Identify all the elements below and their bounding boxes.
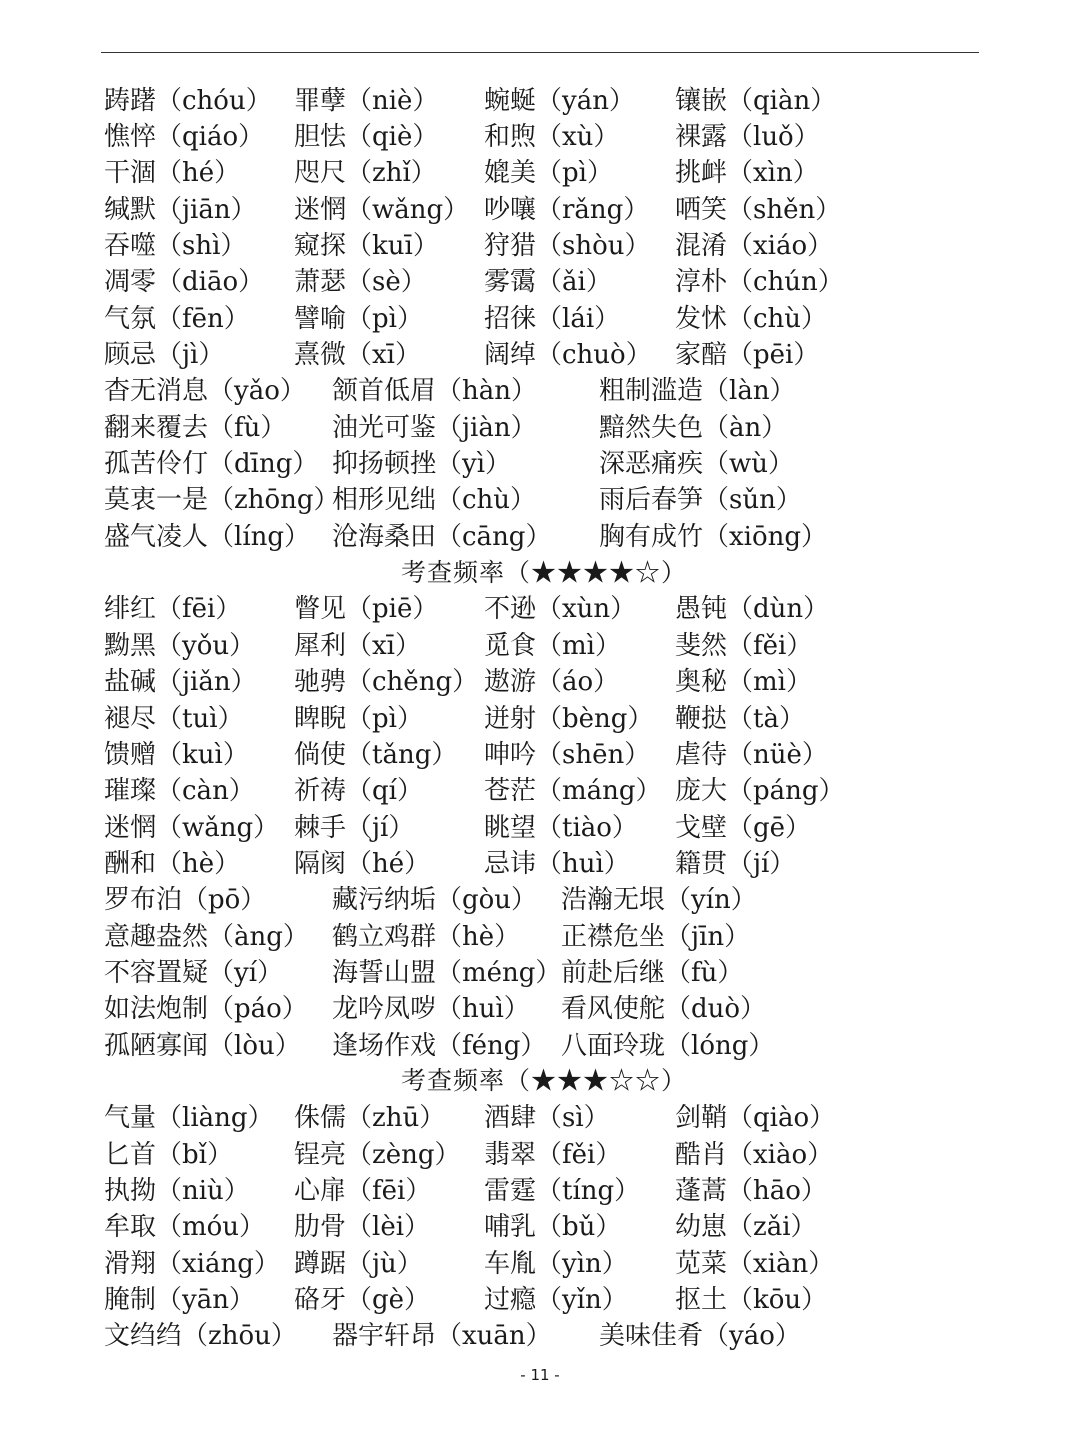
word-row — [104, 516, 1004, 552]
word-entry: 龙吟凤哕（huì） — [332, 994, 530, 1025]
word-row — [104, 662, 1004, 698]
word-entry: 正襟危坐（jīn） — [561, 921, 751, 952]
word-entry: 踌躇（chóu） — [104, 85, 272, 116]
word-entry: 鞭挞（tà） — [675, 703, 805, 734]
word-entry: 抠土（kōu） — [675, 1285, 828, 1316]
word-entry: 酷肖（xiào） — [675, 1139, 834, 1170]
word-row — [104, 371, 1004, 407]
word-row — [104, 298, 1004, 334]
word-entry: 酬和（hè） — [104, 848, 241, 879]
word-row — [104, 843, 1004, 879]
word-entry: 倘使（tǎng） — [294, 739, 458, 770]
word-entry: 胸有成竹（xiōng） — [599, 521, 828, 552]
word-entry: 祈祷（qí） — [294, 776, 423, 807]
word-entry: 凋零（diāo） — [104, 267, 265, 298]
word-entry: 前赴后继（fù） — [561, 957, 744, 988]
word-entry: 萧瑟（sè） — [294, 267, 427, 298]
word-entry: 黯然失色（àn） — [599, 412, 788, 443]
word-entry: 器宇轩昂（xuān） — [332, 1321, 552, 1352]
word-entry: 逢场作戏（féng） — [332, 1030, 547, 1061]
frequency-heading: 考查频率（★★★★☆） — [401, 557, 688, 587]
word-entry: 犀利（xī） — [294, 630, 421, 661]
word-entry: 莫衷一是（zhōng） — [104, 485, 340, 516]
frequency-heading: 考查频率（★★★☆☆） — [401, 1066, 688, 1096]
word-row — [104, 1025, 1004, 1061]
word-entry: 藏污纳垢（gòu） — [332, 885, 538, 916]
word-entry: 绯红（fēi） — [104, 594, 242, 625]
word-row — [104, 1316, 1004, 1352]
word-entry: 瞥见（piē） — [294, 594, 439, 625]
word-entry: 不逊（xùn） — [484, 594, 637, 625]
word-row — [104, 734, 1004, 770]
word-entry: 阔绰（chuò） — [484, 340, 652, 371]
word-row — [104, 916, 1004, 952]
word-entry: 浩瀚无垠（yín） — [561, 885, 757, 916]
word-entry: 牟取（móu） — [104, 1212, 266, 1243]
word-row — [104, 407, 1004, 443]
word-entry: 意趣盎然（àng） — [104, 921, 309, 952]
word-entry: 褪尽（tuì） — [104, 703, 244, 734]
word-entry: 混淆（xiáo） — [675, 231, 834, 262]
word-entry: 深恶痛疾（wù） — [599, 449, 795, 480]
word-entry: 熹微（xī） — [294, 340, 421, 371]
word-row — [104, 880, 1004, 916]
word-entry: 雨后春笋（sǔn） — [599, 485, 802, 516]
word-entry: 硌牙（gè） — [294, 1285, 431, 1316]
word-row — [104, 1098, 1004, 1134]
word-entry: 剑鞘（qiào） — [675, 1103, 836, 1134]
word-row — [104, 153, 1004, 189]
word-entry: 籍贯（jí） — [675, 848, 796, 879]
word-entry: 翡翠（fěi） — [484, 1139, 622, 1170]
word-entry: 蜿蜒（yán） — [484, 85, 635, 116]
word-row — [104, 80, 1004, 116]
word-entry: 沧海桑田（cāng） — [332, 521, 552, 552]
word-row — [104, 1170, 1004, 1206]
word-entry: 戈壁（gē） — [675, 812, 812, 843]
word-entry: 蓬蒿（hāo） — [675, 1175, 827, 1206]
word-entry: 顾忌（jì） — [104, 340, 225, 371]
word-entry: 苍茫（máng） — [484, 776, 662, 807]
word-entry: 媲美（pì） — [484, 158, 613, 189]
word-entry: 狩猎（shòu） — [484, 231, 651, 262]
word-row — [104, 698, 1004, 734]
word-entry: 吵嚷（rǎng） — [484, 194, 650, 225]
word-entry: 璀璨（càn） — [104, 776, 255, 807]
word-entry: 颔首低眉（hàn） — [332, 376, 537, 407]
word-entry: 馈赠（kuì） — [104, 739, 249, 770]
word-entry: 杳无消息（yǎo） — [104, 376, 306, 407]
word-row — [104, 262, 1004, 298]
word-entry: 咫尺（zhǐ） — [294, 158, 437, 189]
word-entry: 肋骨（lèi） — [294, 1212, 431, 1243]
word-entry: 酒肆（sì） — [484, 1103, 610, 1134]
word-row — [104, 589, 1004, 625]
word-entry: 孤陋寡闻（lòu） — [104, 1030, 301, 1061]
word-entry: 美味佳肴（yáo） — [599, 1321, 801, 1352]
word-entry: 车胤（yìn） — [484, 1248, 628, 1279]
word-entry: 滑翔（xiáng） — [104, 1248, 280, 1279]
word-row — [104, 625, 1004, 661]
page-number: - 11 - — [520, 1366, 560, 1384]
word-entry: 文绉绉（zhōu） — [104, 1321, 297, 1352]
word-entry: 缄默（jiān） — [104, 194, 257, 225]
word-row — [104, 1243, 1004, 1279]
word-entry: 隔阂（hé） — [294, 848, 431, 879]
word-entry: 胆怯（qiè） — [294, 122, 439, 153]
word-row — [104, 189, 1004, 225]
word-entry: 淳朴（chún） — [675, 267, 844, 298]
word-entry: 孤苦伶仃（dīng） — [104, 449, 319, 480]
word-entry: 海誓山盟（méng） — [332, 957, 562, 988]
word-entry: 迷惘（wǎng） — [104, 812, 280, 843]
word-row — [104, 771, 1004, 807]
word-entry: 雷霆（tíng） — [484, 1175, 641, 1206]
word-entry: 过瘾（yǐn） — [484, 1285, 628, 1316]
word-entry: 心扉（fēi） — [294, 1175, 432, 1206]
word-entry: 幼崽（zǎi） — [675, 1212, 817, 1243]
word-entry: 鹤立鸡群（hè） — [332, 921, 521, 952]
word-row — [104, 116, 1004, 152]
word-row — [104, 989, 1004, 1025]
word-entry: 发怵（chù） — [675, 303, 828, 334]
word-entry: 呻吟（shēn） — [484, 739, 651, 770]
word-entry: 抑扬顿挫（yì） — [332, 449, 512, 480]
word-entry: 迷惘（wǎng） — [294, 194, 470, 225]
word-entry: 裸露（luǒ） — [675, 122, 820, 153]
word-entry: 气量（liàng） — [104, 1103, 274, 1134]
word-row — [104, 1207, 1004, 1243]
word-entry: 吞噬（shì） — [104, 231, 247, 262]
word-entry: 盐碱（jiǎn） — [104, 667, 257, 698]
word-entry: 哺乳（bǔ） — [484, 1212, 622, 1243]
word-entry: 睥睨（pì） — [294, 703, 423, 734]
word-entry: 眺望（tiào） — [484, 812, 638, 843]
word-entry: 黝黑（yǒu） — [104, 630, 256, 661]
word-entry: 和煦（xù） — [484, 122, 620, 153]
word-entry: 窥探（kuī） — [294, 231, 439, 262]
word-entry: 侏儒（zhū） — [294, 1103, 446, 1134]
word-entry: 锃亮（zèng） — [294, 1139, 461, 1170]
word-entry: 雾霭（ǎi） — [484, 267, 612, 298]
word-entry: 翻来覆去（fù） — [104, 412, 287, 443]
word-entry: 匕首（bǐ） — [104, 1139, 233, 1170]
word-entry: 愚钝（dùn） — [675, 594, 830, 625]
word-entry: 憔悴（qiáo） — [104, 122, 265, 153]
word-entry: 招徕（lái） — [484, 303, 621, 334]
word-entry: 挑衅（xìn） — [675, 158, 819, 189]
header-rule — [101, 52, 979, 53]
word-entry: 迸射（bèng） — [484, 703, 654, 734]
word-entry: 譬喻（pì） — [294, 303, 423, 334]
word-row — [104, 225, 1004, 261]
word-entry: 八面玲珑（lóng） — [561, 1030, 775, 1061]
word-entry: 斐然（fěi） — [675, 630, 813, 661]
word-entry: 气氛（fēn） — [104, 303, 250, 334]
word-entry: 遨游（áo） — [484, 667, 620, 698]
word-entry: 干涸（hé） — [104, 158, 241, 189]
word-row — [104, 480, 1004, 516]
word-entry: 棘手（jí） — [294, 812, 415, 843]
word-entry: 罗布泊（pō） — [104, 885, 267, 916]
vocabulary-list — [104, 80, 1004, 1352]
word-entry: 奥秘（mì） — [675, 667, 812, 698]
word-entry: 庞大（páng） — [675, 776, 845, 807]
word-row — [104, 1134, 1004, 1170]
word-entry: 苋菜（xiàn） — [675, 1248, 835, 1279]
word-entry: 蹲踞（jù） — [294, 1248, 423, 1279]
word-entry: 如法炮制（páo） — [104, 994, 308, 1025]
word-row — [104, 952, 1004, 988]
word-entry: 罪孽（niè） — [294, 85, 439, 116]
word-entry: 镶嵌（qiàn） — [675, 85, 837, 116]
word-entry: 虐待（nüè） — [675, 739, 828, 770]
word-entry: 执拗（niù） — [104, 1175, 250, 1206]
word-entry: 哂笑（shěn） — [675, 194, 842, 225]
word-row — [104, 443, 1004, 479]
word-entry: 驰骋（chěng） — [294, 667, 479, 698]
word-entry: 不容置疑（yí） — [104, 957, 284, 988]
word-entry: 盛气凌人（líng） — [104, 521, 311, 552]
word-entry: 油光可鉴（jiàn） — [332, 412, 537, 443]
word-row — [104, 1279, 1004, 1315]
word-entry: 看风使舵（duò） — [561, 994, 767, 1025]
word-row — [104, 807, 1004, 843]
word-entry: 腌制（yān） — [104, 1285, 255, 1316]
word-row — [104, 334, 1004, 370]
word-entry: 觅食（mì） — [484, 630, 621, 661]
word-entry: 粗制滥造（làn） — [599, 376, 796, 407]
word-entry: 家醅（pēi） — [675, 340, 820, 371]
word-entry: 相形见绌（chù） — [332, 485, 537, 516]
word-entry: 忌讳（huì） — [484, 848, 630, 879]
